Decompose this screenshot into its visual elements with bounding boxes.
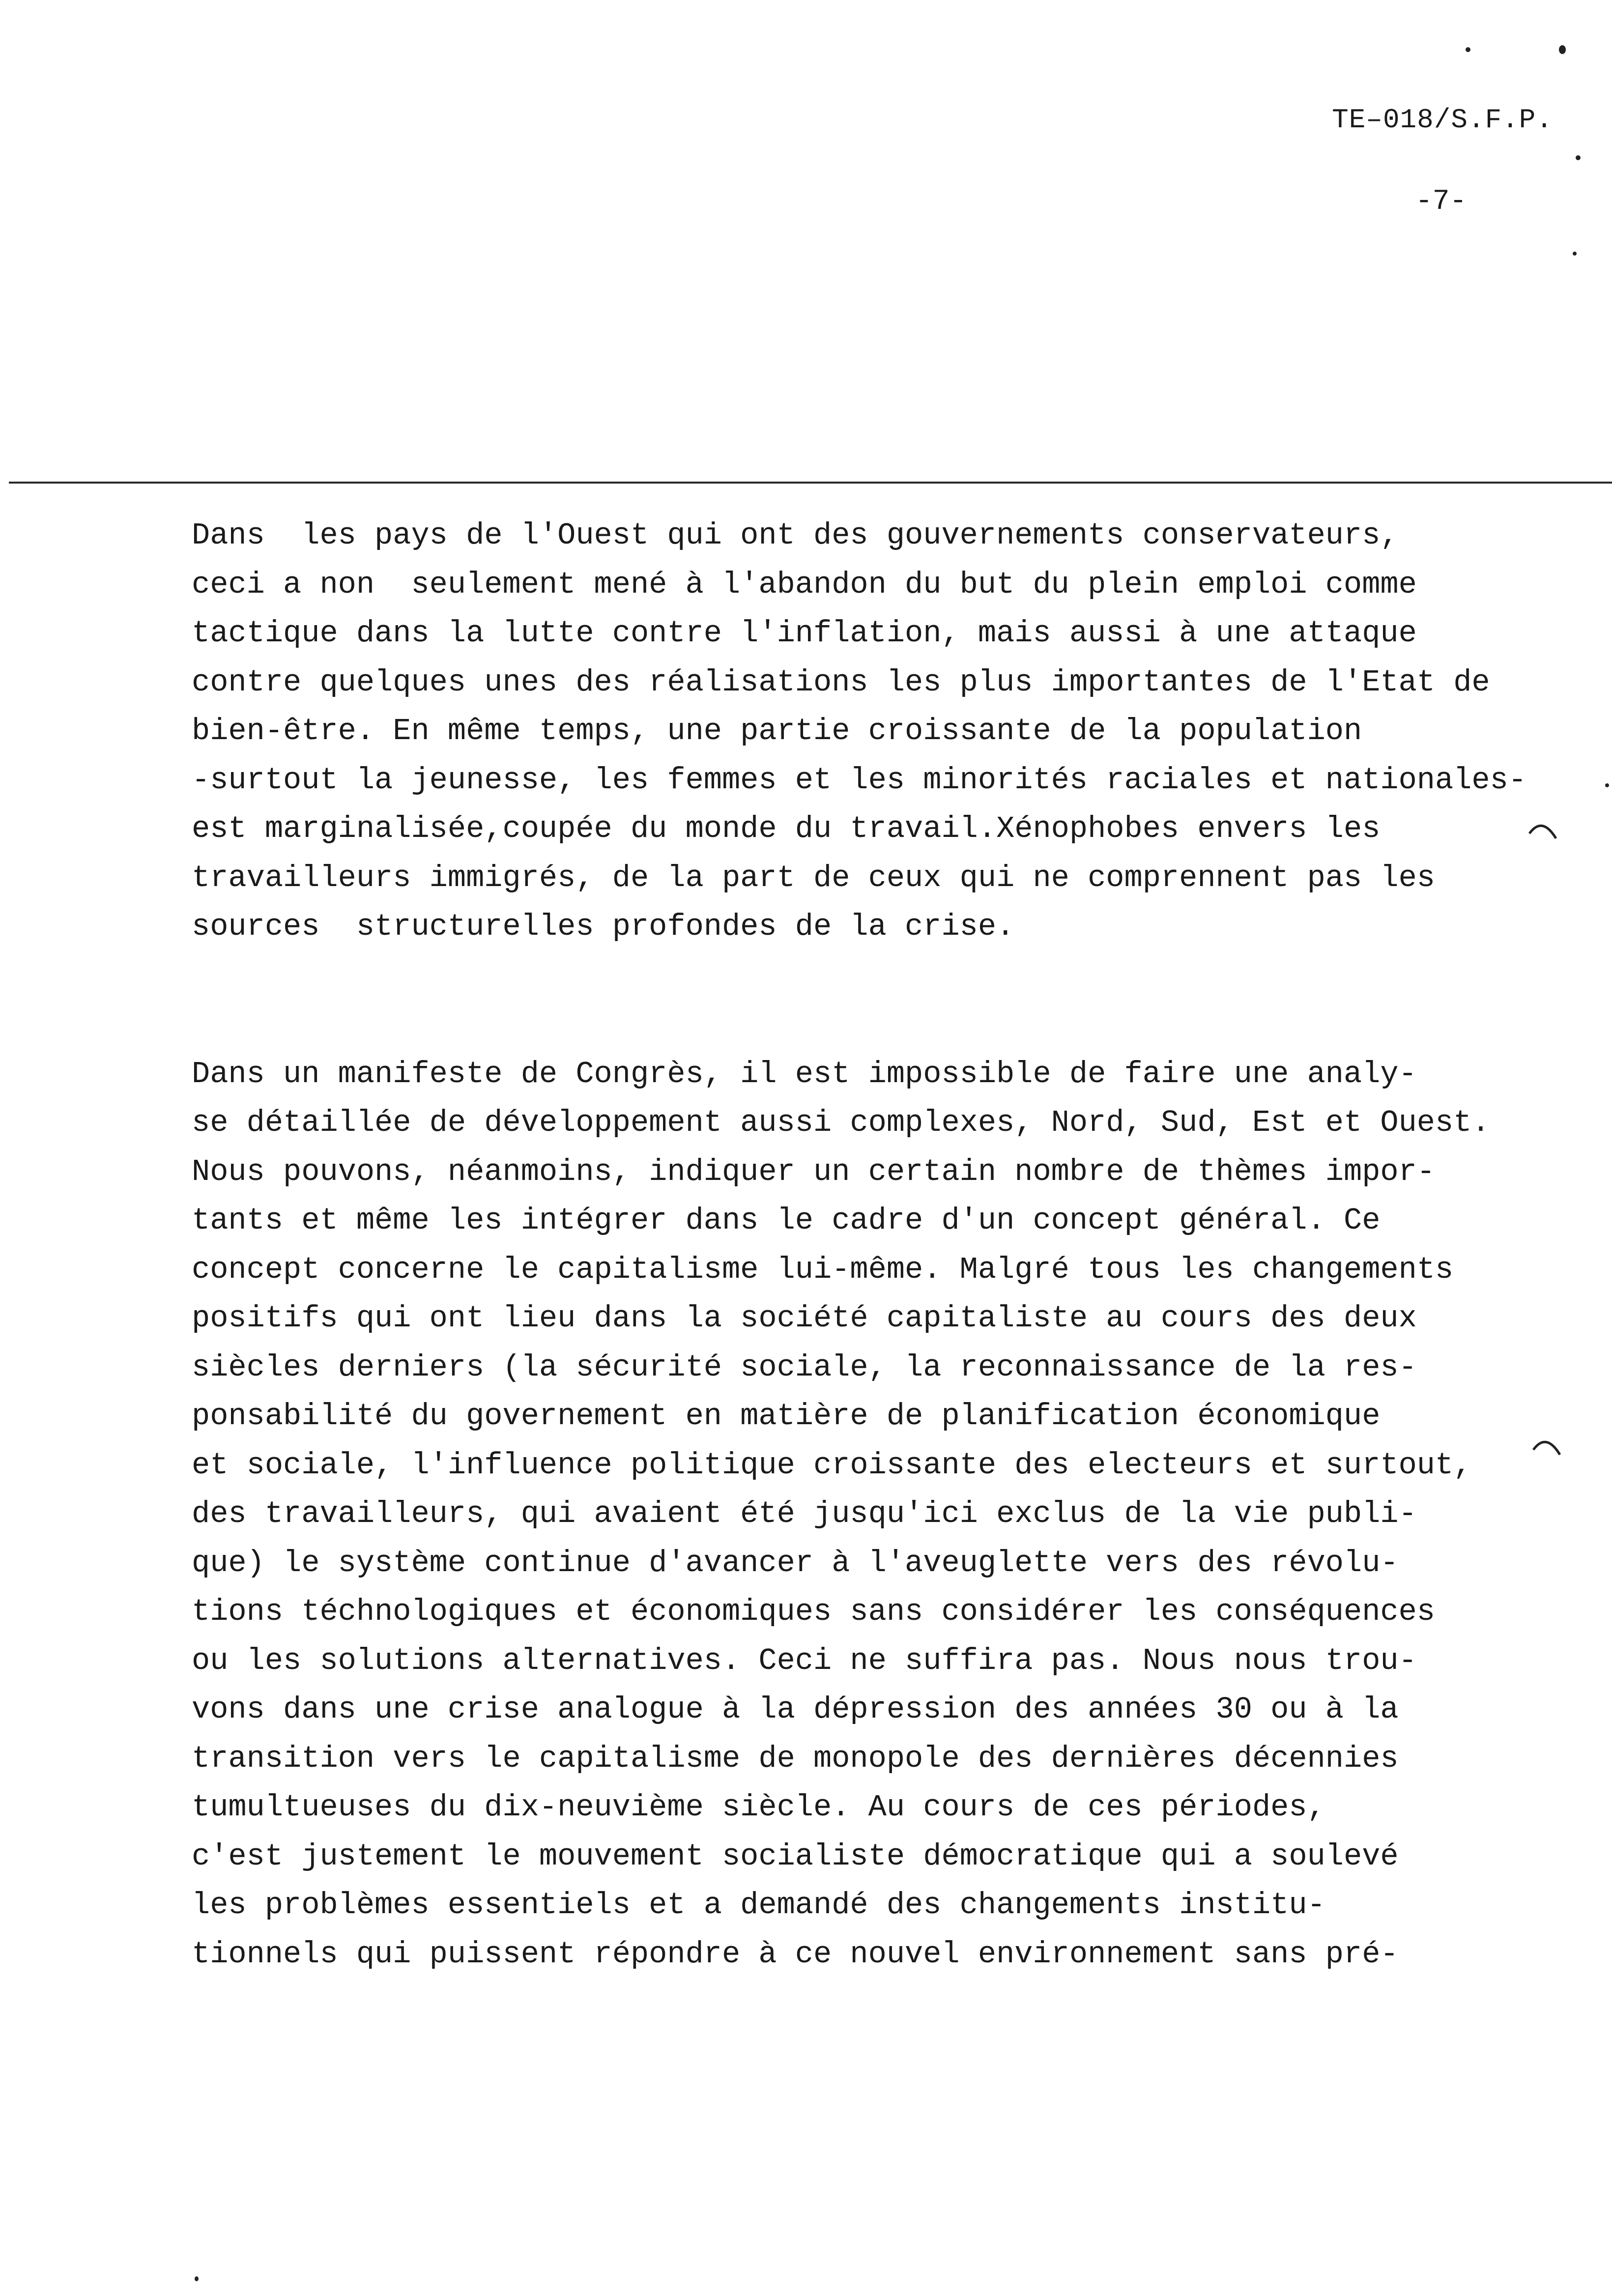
text-line: ponsabilité du governement en matière de planification économique xyxy=(192,1399,1381,1434)
text-line: tants et même les intégrer dans le cadre d'un concept général. Ce xyxy=(192,1203,1381,1238)
text-line: c'est justement le mouvement socialiste démocratique qui a soulevé xyxy=(192,1838,1399,1874)
text-line: Nous pouvons, néanmoins, indiquer un certain nombre de thèmes impor- xyxy=(192,1154,1436,1189)
scan-speck xyxy=(1573,252,1577,256)
text-line: transition vers le capitalisme de monopole des dernières décennies xyxy=(192,1741,1399,1776)
scan-speck xyxy=(1466,47,1470,52)
text-line: siècles derniers (la sécurité sociale, la reconnaissance de la res- xyxy=(192,1349,1417,1385)
text-line: est marginalisée,coupée du monde du travail.Xénophobes envers les xyxy=(192,811,1381,846)
text-line: se détaillée de développement aussi complexes, Nord, Sud, Est et Ouest. xyxy=(192,1105,1490,1140)
text-line: travailleurs immigrés, de la part de ceux qui ne comprennent pas les xyxy=(192,860,1436,895)
text-line: Dans les pays de l'Ouest qui ont des gouvernements conservateurs, xyxy=(192,518,1399,553)
horizontal-rule xyxy=(9,482,1612,484)
text-line: tactique dans la lutte contre l'inflation, mais aussi à une attaque xyxy=(192,616,1417,651)
text-line: sources structurelles profondes de la crise. xyxy=(192,909,1015,944)
document-reference: TE–018/S.F.P. xyxy=(1332,104,1553,136)
text-line: tions téchnologiques et économiques sans considérer les conséquences xyxy=(192,1594,1436,1629)
paragraph-2 xyxy=(192,1050,1607,1979)
text-line: et sociale, l'influence politique croissante des electeurs et surtout, xyxy=(192,1447,1472,1483)
text-line: que) le système continue d'avancer à l'aveuglette vers des révolu- xyxy=(192,1545,1399,1580)
text-line: tionnels qui puissent répondre à ce nouvel environnement sans pré- xyxy=(192,1936,1399,1972)
scan-speck xyxy=(1576,155,1581,160)
document-body xyxy=(192,511,1607,1979)
paragraph-1 xyxy=(192,511,1607,951)
text-line: contre quelques unes des réalisations les plus importantes de l'Etat de xyxy=(192,664,1490,700)
margin-arc-mark xyxy=(1527,819,1559,840)
text-line: tumultueuses du dix-neuvième siècle. Au cours de ces périodes, xyxy=(192,1790,1325,1825)
text-line: vons dans une crise analogue à la dépression des années 30 ou à la xyxy=(192,1692,1399,1727)
scan-speck xyxy=(1605,783,1609,787)
text-line: ou les solutions alternatives. Ceci ne suffira pas. Nous nous trou- xyxy=(192,1643,1417,1678)
text-line: ceci a non seulement mené à l'abandon du but du plein emploi comme xyxy=(192,567,1417,602)
margin-arc-mark xyxy=(1531,1435,1563,1457)
text-line: les problèmes essentiels et a demandé des changements institu- xyxy=(192,1888,1325,1923)
text-line: positifs qui ont lieu dans la société capitaliste au cours des deux xyxy=(192,1301,1417,1336)
text-line: -surtout la jeunesse, les femmes et les minorités raciales et nationales- xyxy=(192,762,1527,798)
text-line: Dans un manifeste de Congrès, il est impossible de faire une analy- xyxy=(192,1056,1417,1091)
text-line: des travailleurs, qui avaient été jusqu'ici exclus de la vie publi- xyxy=(192,1496,1417,1531)
page-number: -7- xyxy=(1415,186,1467,218)
text-line: concept concerne le capitalisme lui-même. Malgré tous les changements xyxy=(192,1252,1454,1287)
text-line: bien-être. En même temps, une partie croissante de la population xyxy=(192,714,1362,748)
scan-speck xyxy=(195,2276,199,2281)
scan-speck xyxy=(1559,45,1566,54)
